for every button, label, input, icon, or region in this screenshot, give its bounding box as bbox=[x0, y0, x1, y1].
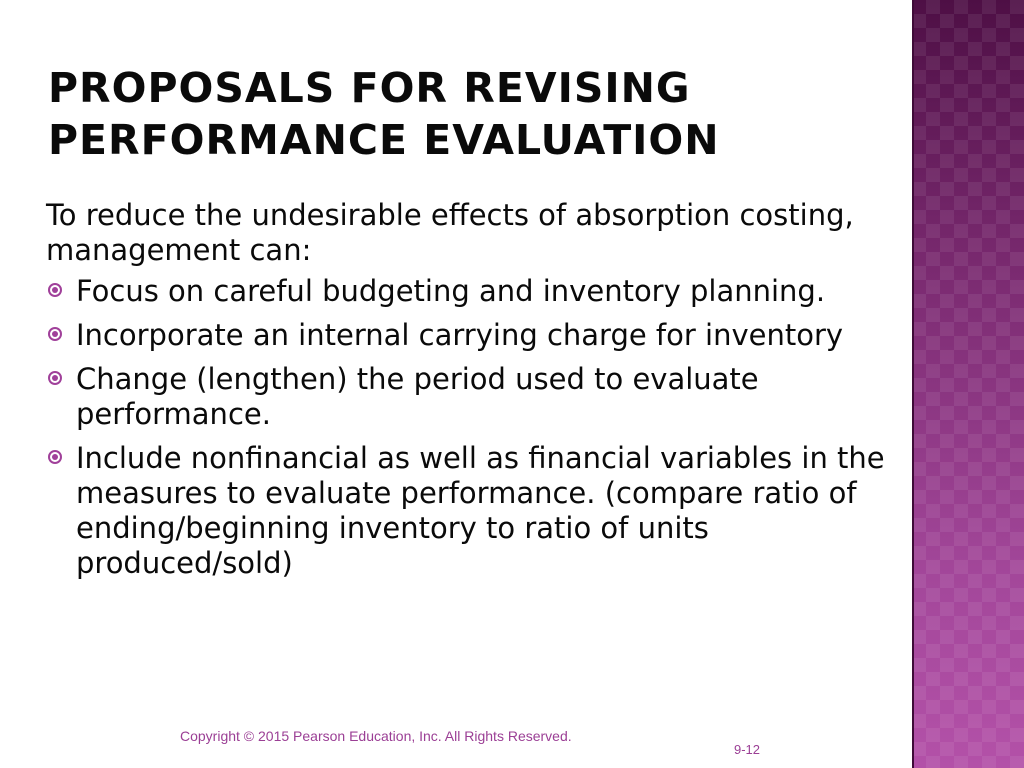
decorative-side-band bbox=[912, 0, 1024, 768]
circled-dot-icon bbox=[48, 450, 62, 464]
intro-text: To reduce the undesirable effects of absorption costing, management can: bbox=[46, 198, 854, 267]
bullet-item bbox=[46, 318, 906, 353]
circled-dot-icon bbox=[48, 327, 62, 341]
bullet-text: Focus on careful budgeting and inventory planning. bbox=[76, 274, 826, 308]
slide-title-line-1: PROPOSALS FOR REVISING bbox=[48, 64, 691, 112]
bullet-text: Incorporate an internal carrying charge for inventory bbox=[76, 318, 844, 352]
bullet-text: Include nonfinancial as well as financial variables in the measures to evaluate performance. (compare ratio of ending/beginning inventory to ratio of units produced/sold) bbox=[76, 441, 885, 580]
bullet-list bbox=[46, 274, 906, 581]
circled-dot-icon bbox=[48, 371, 62, 385]
slide-title-line-2: PERFORMANCE EVALUATION bbox=[48, 116, 720, 164]
slide-number: 9-12 bbox=[734, 742, 761, 757]
bullet-text: Change (lengthen) the period used to evaluate performance. bbox=[76, 362, 759, 431]
bullet-item bbox=[46, 441, 906, 581]
slide-body bbox=[46, 198, 906, 590]
bullet-item bbox=[46, 362, 906, 432]
slide-title bbox=[48, 62, 888, 166]
circled-dot-icon bbox=[48, 283, 62, 297]
copyright-notice: Copyright © 2015 Pearson Education, Inc. All Rights Reserved. bbox=[180, 728, 572, 744]
bullet-item bbox=[46, 274, 906, 309]
